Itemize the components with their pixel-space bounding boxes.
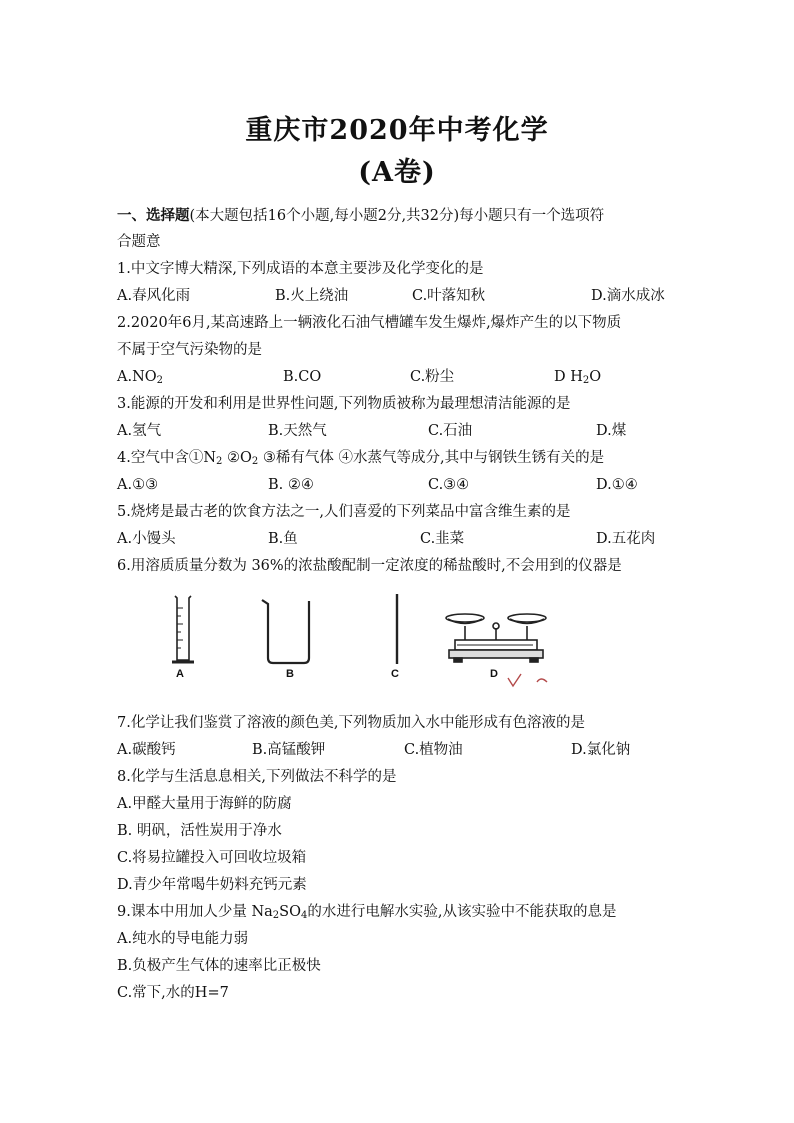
q9-sub-1: 2 <box>272 910 280 921</box>
q3-option-c: C.石油 <box>428 423 473 439</box>
figure-label-b: B <box>286 668 294 680</box>
q8-option-c: C.将易拉罐投入可回收垃圾箱 <box>117 850 307 866</box>
q8-option-a: A.甲醛大量用于海鲜的防腐 <box>117 796 292 812</box>
q9-option-c: C.常下,水的H=7 <box>117 985 229 1001</box>
q7-option-b: B.高锰酸钾 <box>252 742 326 758</box>
q1-option-a: A.春风化雨 <box>117 288 191 304</box>
q8-stem: 8.化学与生活息息相关,下列做法不科学的是 <box>117 769 397 785</box>
q7-stem: 7.化学让我们鉴赏了溶液的颜色美,下列物质加入水中能形成有色溶液的是 <box>117 715 585 731</box>
section-desc: (本大题包括16个小题,每小题2分,共32分)每小题只有一个选项符 <box>189 208 605 224</box>
page-title: 重庆市2020年中考化学 <box>245 115 549 146</box>
beaker-icon <box>262 600 309 663</box>
q6-apparatus-figure <box>117 588 677 696</box>
q9-option-a: A.纯水的导电能力弱 <box>117 931 249 947</box>
check-mark-icon <box>508 674 547 686</box>
q1-option-c: C.叶落知秋 <box>412 288 486 304</box>
q5-option-a: A.小馒头 <box>117 531 176 547</box>
q3-option-d: D.煤 <box>596 423 627 439</box>
graduated-cylinder-icon <box>172 596 194 662</box>
section-header <box>117 202 687 230</box>
q7-option-c: C.植物油 <box>404 742 463 758</box>
figure-label-c: C <box>391 668 399 680</box>
q8-option-b: B. 明矾，活性炭用于净水 <box>117 823 282 839</box>
q1-stem: 1.中文字博大精深,下列成语的本意主要涉及化学变化的是 <box>117 261 484 277</box>
q5-stem: 5.烧烤是最古老的饮食方法之一,人们喜爱的下列菜品中富含维生素的是 <box>117 504 571 520</box>
figure-label-d: D <box>490 668 498 680</box>
q5-option-c: C.韭菜 <box>420 531 465 547</box>
page-subtitle: (A卷) <box>358 157 436 188</box>
q9-stem <box>117 899 687 926</box>
q1-option-b: B.火上绕油 <box>275 288 349 304</box>
q2-option-a-text: A.NO <box>117 369 157 385</box>
q2-stem: 2.2020年6月,某高速路上一辆液化石油气槽罐车发生爆炸,爆炸产生的以下物质 <box>117 315 622 331</box>
q2-stem-cont: 不属于空气污染物的是 <box>117 342 262 358</box>
q4-sub-2: 2 <box>251 456 259 467</box>
q6-stem: 6.用溶质质量分数为 36%的浓盐酸配制一定浓度的稀盐酸时,不会用到的仪器是 <box>117 558 622 574</box>
q4-option-d: D.①④ <box>596 477 638 493</box>
q4-option-c: C.③④ <box>428 477 470 493</box>
q5-option-d: D.五花肉 <box>596 531 656 547</box>
section-desc-cont: 合题意 <box>117 234 161 250</box>
q2-option-d-sub: 2 <box>582 375 590 386</box>
q4-option-a: A.①③ <box>117 477 159 493</box>
q9-stem-3: 的水进行电解水实验,从该实验中不能获取的息是 <box>307 904 617 920</box>
q4-sub-1: 2 <box>216 456 223 467</box>
q3-option-b: B.天然气 <box>268 423 327 439</box>
figure-label-a: A <box>176 668 184 680</box>
q9-option-b: B.负极产生气体的速率比正极快 <box>117 958 321 974</box>
q2-option-a-sub: 2 <box>156 375 164 386</box>
q2-option-c: C.粉尘 <box>410 369 455 385</box>
q2-option-d-post: O <box>589 369 602 385</box>
q4-stem-1: 4.空气中含①N <box>117 450 217 466</box>
q4-stem-3: ③稀有气体 ④水蒸气等成分,其中与钢铁生锈有关的是 <box>258 450 605 466</box>
q7-option-a: A.碳酸钙 <box>117 742 176 758</box>
q2-option-d-text: D H <box>554 369 583 385</box>
q4-option-b: B. ②④ <box>268 477 314 493</box>
q2-option-d <box>554 364 601 391</box>
q9-stem-1: 9.课本中用加人少量 Na <box>117 904 273 920</box>
q4-stem-2: ②O <box>222 450 252 466</box>
q9-sub-2: 4 <box>300 910 308 921</box>
q1-option-d: D.滴水成冰 <box>591 288 665 304</box>
q9-stem-2: SO <box>279 904 301 920</box>
q2-option-b: B.CO <box>283 369 322 385</box>
q4-stem <box>117 445 687 472</box>
q5-option-b: B.鱼 <box>268 531 298 547</box>
q7-option-d: D.氯化钠 <box>571 742 631 758</box>
q3-option-a: A.氢气 <box>117 423 162 439</box>
q3-stem: 3.能源的开发和利用是世界性问题,下列物质被称为最理想清洁能源的是 <box>117 396 571 412</box>
balance-scale-icon <box>446 614 546 662</box>
q8-option-d: D.青少年常喝牛奶料充钙元素 <box>117 877 307 893</box>
section-heading: 一、选择题 <box>117 207 190 224</box>
q2-option-a <box>117 364 163 391</box>
